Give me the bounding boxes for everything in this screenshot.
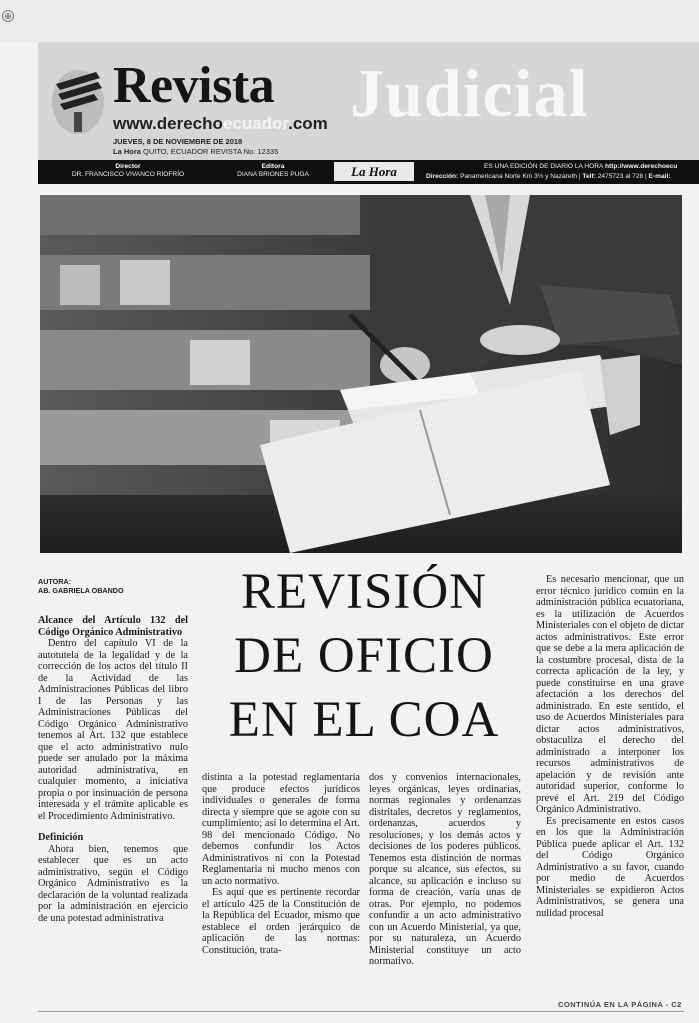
editor-label: Editora: [261, 163, 285, 170]
website-url[interactable]: [113, 114, 328, 134]
author-label: AUTORA:: [38, 577, 72, 586]
bottom-rule: [38, 1011, 684, 1012]
issue-number: REVISTA No: 12335: [210, 146, 279, 156]
director-name: DR. FRANCISCO VIVANCO RIOFRÍO: [71, 171, 185, 178]
article-photo: [40, 195, 682, 553]
section1-body: Dentro del capítulo VI de la autotutela de la legalidad y de la corrección de los actos del título II de la Actividad de las Administraciones Públicas del libro I de las Personas y las Administraciones Públicas del Código Orgánico Administrativo tenemos al Art. 132 que establece que el acto administrativo nulo puede ser anulado por la máxima autoridad administrativa, en cualquier momento, a iniciativa propia o por insinuación de persona interesada y el trámite aplicable es el Procedimiento Administrativo.: [38, 638, 188, 822]
email-label: E-mail:: [648, 173, 671, 180]
staff-bar: [38, 160, 699, 184]
website-prefix: www.derecho: [113, 114, 223, 133]
continued-note[interactable]: CONTINÚA EN LA PÁGINA - C2: [558, 1000, 682, 1009]
phone-number: 2475723 al 728: [597, 173, 644, 180]
website-suffix: .com: [288, 114, 328, 133]
issue-city: QUITO, ECUADOR: [143, 146, 209, 156]
address-text: Panamericana Norte Km 3½ y Nazareth: [460, 173, 578, 180]
brand-judicial: Judicial: [350, 55, 589, 131]
article-column-3: [369, 772, 521, 968]
website-highlight: ecuador: [222, 114, 289, 133]
gavel-logo-icon: [48, 62, 108, 136]
director-block: [48, 163, 208, 179]
edition-text: ES UNA EDICIÓN DE DIARIO LA HORA: [484, 163, 604, 170]
section2-heading: Definición: [38, 832, 84, 843]
col2-paragraph-1: distinta a la potestad reglamentaria que produce efectos jurídicos individuales o generales de forma directa y siempre que se agote con su cumplimiento; así lo determina el Art. 98 del mencionado Código. No debemos confundir los Actos Administrativos ni con la Potestad Reglamentaria ni mucho menos con un acto normativo.: [202, 772, 360, 887]
section2-body: Ahora bien, tenemos que establecer que es un acto administrativo, según el Código Orgánico Administrativo es la declaración de la voluntad realizada por la administración en ejercicio de una potestad administrativa: [38, 843, 188, 924]
edition-note: [484, 163, 677, 171]
editor-name: DIANA BRIONES PUGA: [237, 171, 309, 178]
author-credit: [38, 578, 124, 595]
headline-line-1: REVISIÓN: [241, 564, 487, 620]
dateline: [113, 137, 278, 156]
corner-mark-icon: ⊕: [2, 10, 14, 22]
article-headline: [205, 560, 523, 752]
edition-url[interactable]: http://www.derechoecu: [604, 163, 678, 170]
author-name: AB. GABRIELA OBANDO: [38, 585, 124, 595]
director-label: Director: [115, 163, 141, 170]
address-line: Dirección: Panamericana Norte Km 3½ y Nazareth | Telf: 2475723 al 728 | E-mail:: [426, 173, 671, 180]
col3-paragraph-1: dos y convenios internacionales, leyes orgánicas, leyes ordinarias, normas regionales y ordenanzas distritales, decretos y reglamentos, ordenanzas, acuerdos y resoluciones, y los demás actos y decisiones de los poderes públicos. Tenemos esta distinción de normas porque su alcance, sus efectos, su alcance, su aplicación e incluso su forma de creación, varía unas de otras. Por ejemplo, no podemos confundir a un acto administrativo con un Acuerdo Ministerial, ya que, por su naturaleza, un Acuerdo Ministerial constituye un acto normativo.: [369, 772, 521, 967]
headline-line-2: DE OFICIO: [234, 628, 494, 684]
brand-revista: Revista: [113, 57, 275, 114]
article-column-1: [38, 615, 188, 924]
col4-paragraph-2: Es precisamente en estos casos en los que la Administración Pública puede aplicar el Art. 132 del Código Orgánico Administrativo a su favor, cuando por medio de Acuerdos Ministeriales se expidieron Actos Administrativos, se genera una nulidad procesal: [536, 815, 684, 919]
page-top-margin: [0, 0, 699, 42]
col4-paragraph-1: Es necesario mencionar, que un error técnico jurídico común en la administración pública ecuatoriana, es la utilización de Acuerdos Ministeriales con el objeto de dictar actos administrativos. Este error que se debe a la mera aplicación de la costumbre procesal, dista de la correcta aplicación de la ley, y puede constituirse en una grave afectación a los derechos del administrado. En este sentido, el uso de Acuerdos Ministeriales para dictar actos administrativos, obstaculiza el derecho del administrado a interponer los recursos administrativos de apelación y de revisión ante autoridad superior, conforme lo prevé el Art. 219 del Código Orgánico Administrativo.: [536, 574, 684, 815]
editor-block: [218, 163, 328, 179]
article-column-4: [536, 574, 684, 919]
section1-heading: Alcance del Artículo 132 del Código Orgánico Administrativo: [38, 615, 188, 638]
phone-label: Telf:: [582, 173, 596, 180]
headline-line-3: EN EL COA: [228, 692, 500, 748]
masthead: [38, 42, 699, 160]
address-label: Dirección:: [426, 173, 459, 180]
issue-date: JUEVES, 8 DE NOVIEMBRE DE 2018: [113, 137, 243, 146]
lawyer-signing-image: [40, 195, 682, 553]
article-column-2: [202, 772, 360, 956]
col2-paragraph-2: Es aquí que es pertinente recordar el artículo 425 de la Constitución de la República del Ecuador, mismo que establece el orden jerárquico de aplicación de las normas: Constitución, trata-: [202, 887, 360, 956]
newspaper-small: La Hora: [113, 146, 141, 156]
la-hora-logo: La Hora: [334, 162, 414, 181]
